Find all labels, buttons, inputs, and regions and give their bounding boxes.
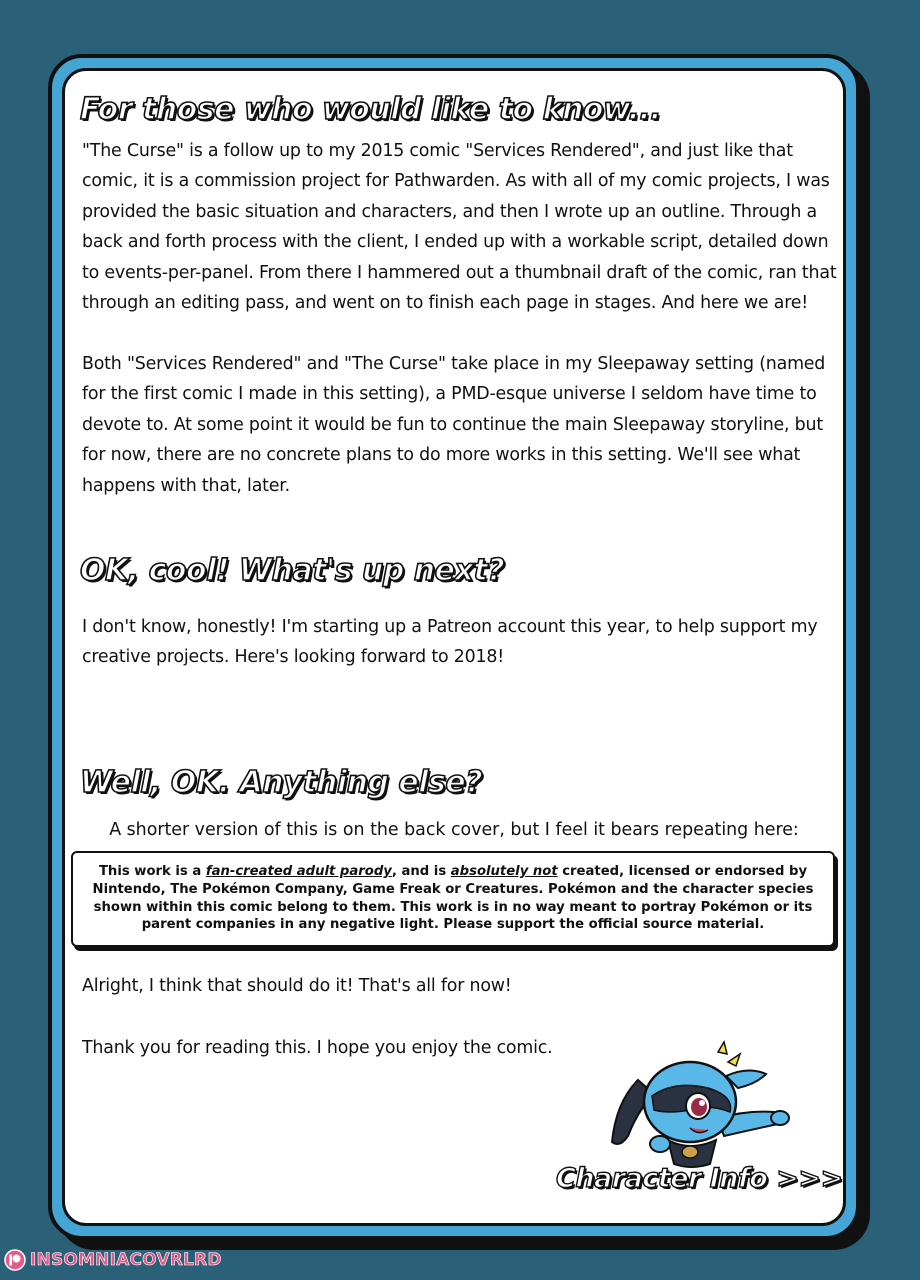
disclaimer-text-1: This work is a [98,864,206,879]
paragraph-thanks: Thank you for reading this. I hope you enjoy the comic. [82,1038,553,1058]
character-info-link[interactable]: Character Info >>> [556,1163,843,1194]
disclaimer-text-2: , and is [391,864,451,879]
section-heading-else: Well, OK. Anything else? [80,765,483,800]
disclaimer-text-3: created, licensed or endorsed by Nintendo, The Pokémon Company, Game Freak or Creatures. Pokémon and the character species shown within this comic belong to them. This work is in no way meant to portray Pokémon or its parent companies in any negative light. Please support the official source material. [92,864,814,933]
section-heading-next: OK, cool! What's up next? [80,553,505,588]
patreon-logo-icon [4,1249,26,1271]
disclaimer-emphasis-not: absolutely not [450,864,558,879]
mascot-illustration [598,1040,810,1170]
disclaimer-intro: A shorter version of this is on the back cover, but I feel it bears repeating here: [109,820,799,840]
section-heading-know: For those who would like to know... [80,92,662,127]
watermark [4,1248,222,1272]
paragraph-patreon: I don't know, honestly! I'm starting up a Patreon account this year, to help support my creative projects. Here's looking forward to 2018! [82,617,818,668]
paragraph-sleepaway-setting: Both "Services Rendered" and "The Curse" take place in my Sleepaway setting (named for the first comic I made in this setting), a PMD-esque universe I seldom have time to devote to. At some point it would be fun to continue the main Sleepaway storyline, but for now, there are no concrete plans to do more works in this setting. We'll see what happens with that, later. [82,354,826,496]
watermark-text: INSOMNIACOVRLRD [30,1250,222,1270]
disclaimer-emphasis-parody: fan-created adult parody [205,864,392,879]
disclaimer-box [71,851,835,947]
paragraph-curse-intro: "The Curse" is a follow up to my 2015 comic "Services Rendered", and just like that comic, it is a commission project for Pathwarden. As with all of my comic projects, I was provided the basic situation and characters, and then I wrote up an outline. Through a back and forth process with the client, I ended up with a workable script, detailed down to events-per-panel. From there I hammered out a thumbnail draft of the comic, ran that through an editing pass, and went on to finish each page in stages. And here we are! [82,141,837,314]
paragraph-closing: Alright, I think that should do it! That's all for now! [82,976,512,996]
